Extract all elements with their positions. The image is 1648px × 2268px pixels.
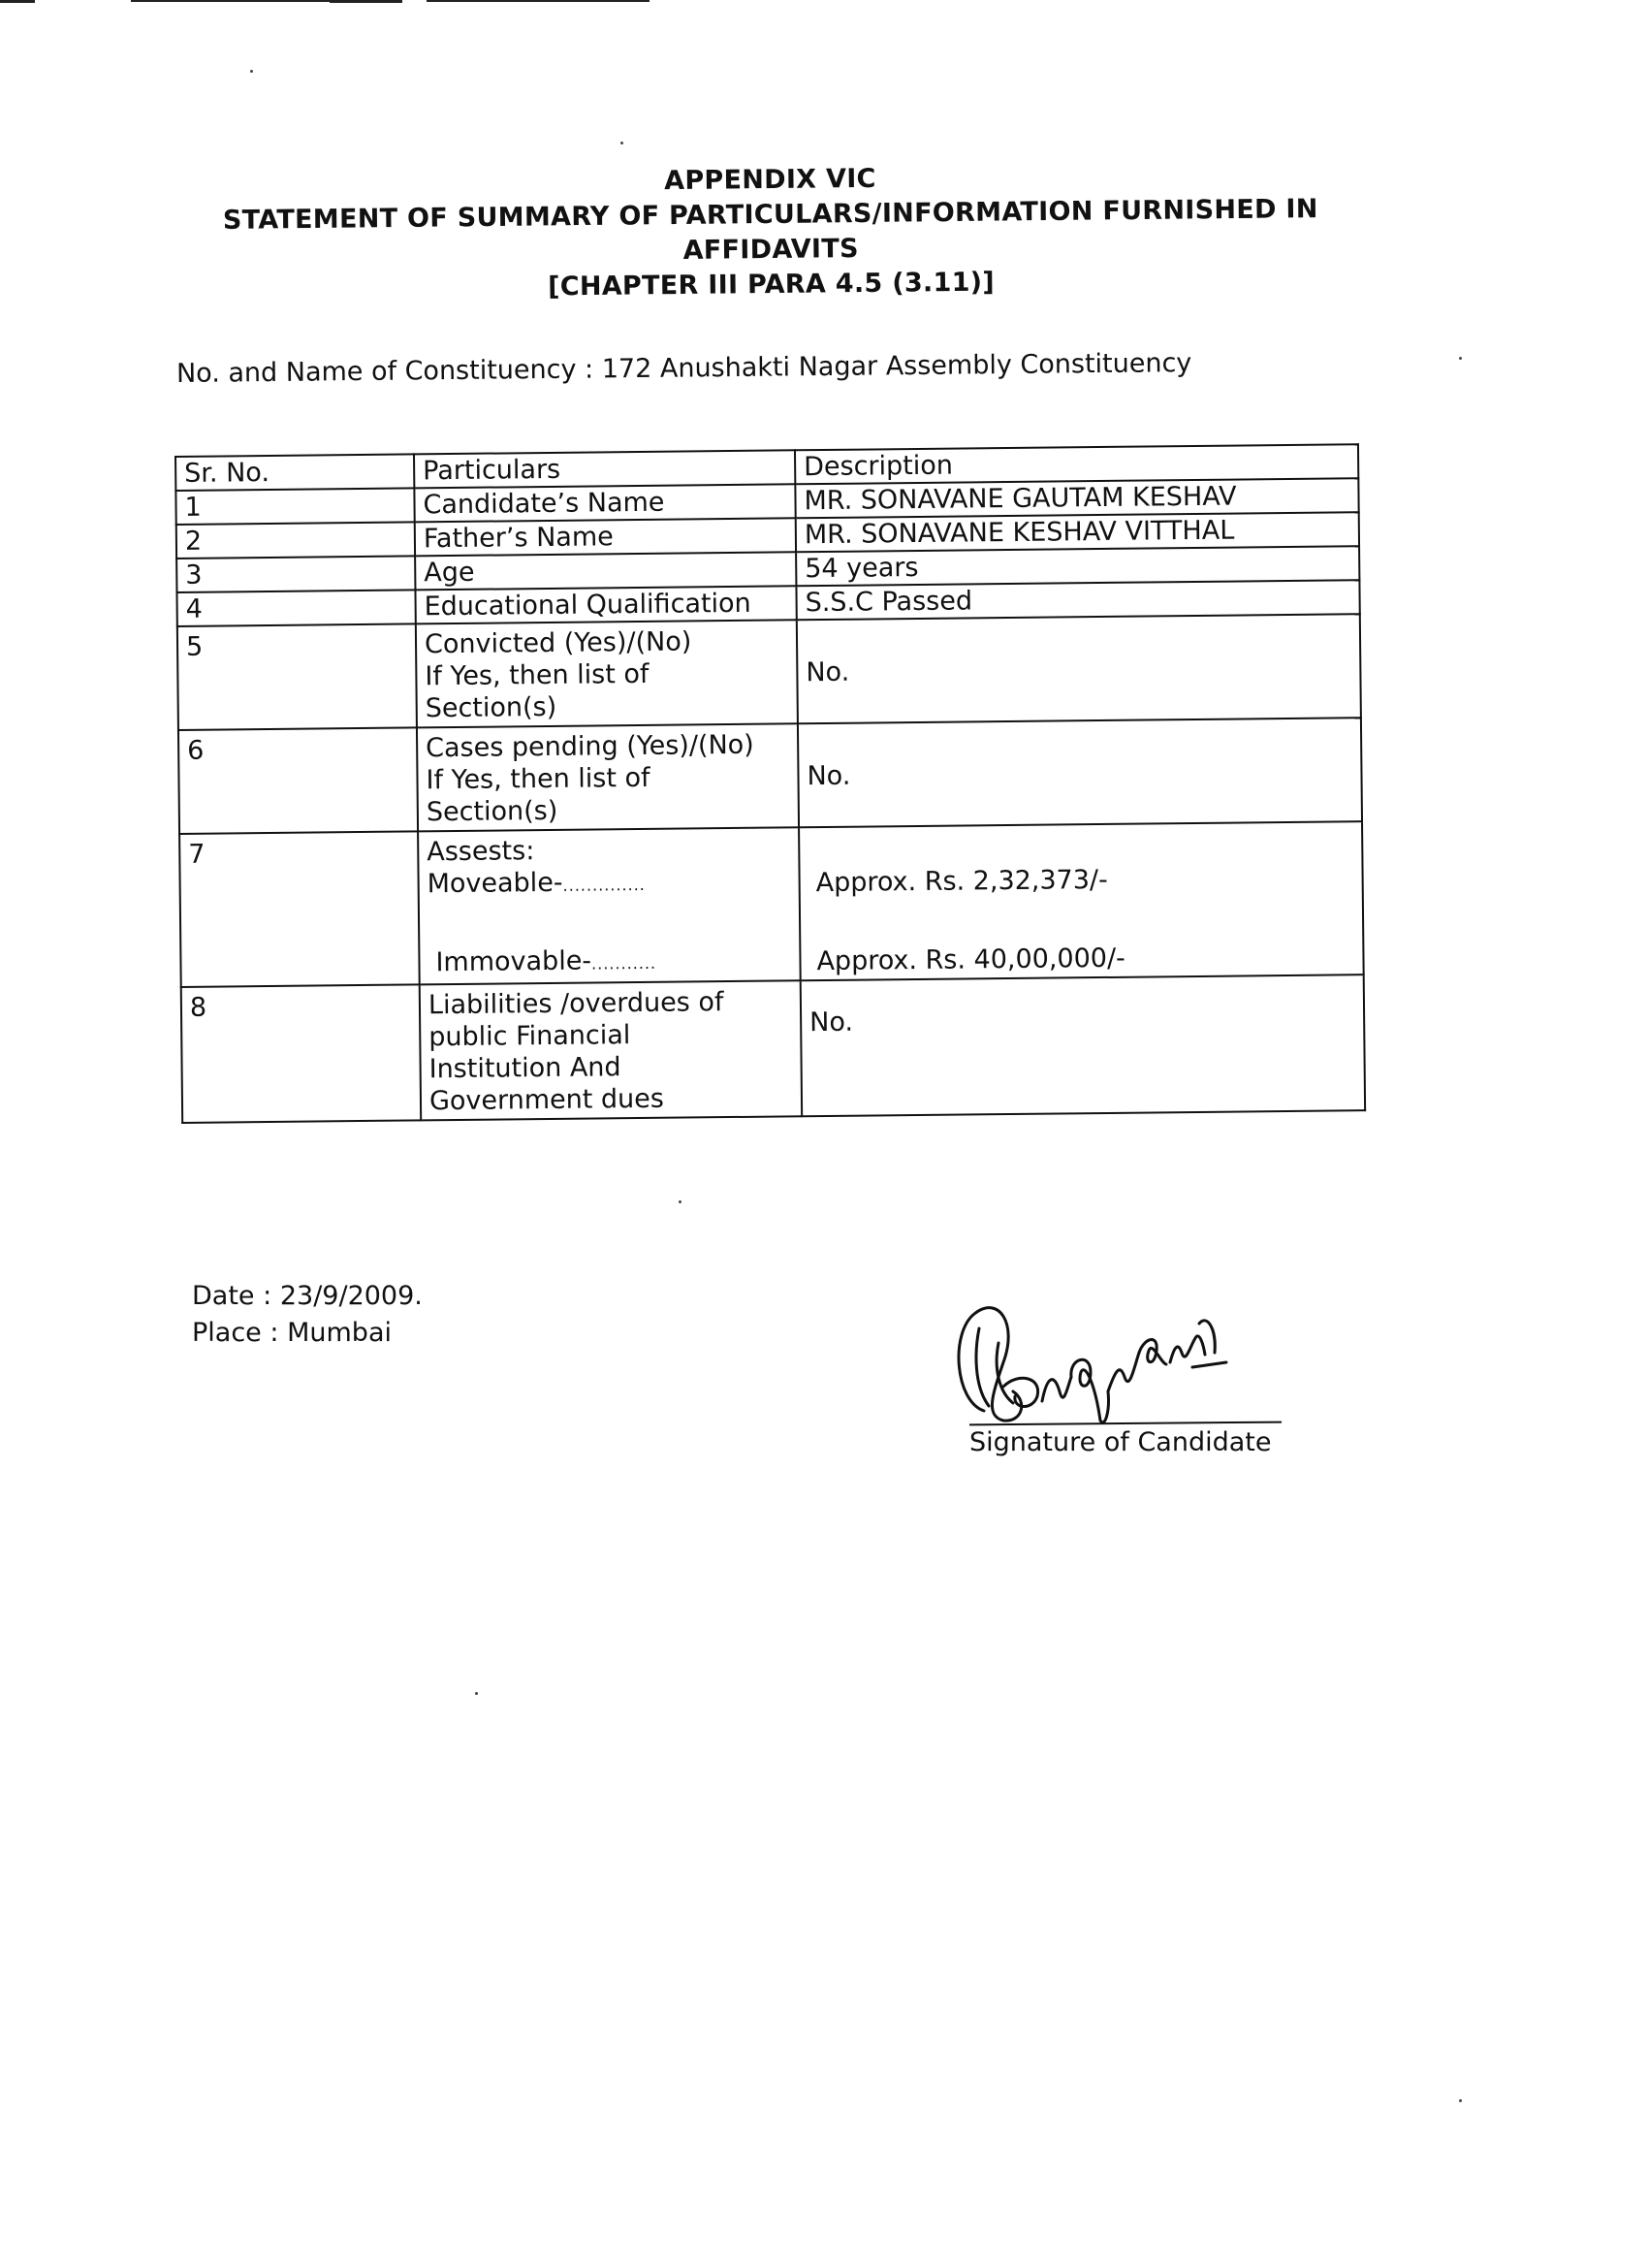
scan-edge-mark [131,0,334,2]
particulars-line: If Yes, then list of [425,658,650,692]
constituency-separator: : [584,354,594,385]
table-row-assets [179,821,1364,987]
moveable-dots: .............. [562,875,646,895]
row-sr-no: 7 [179,831,420,987]
scan-speck [1459,357,1462,360]
scan-speck [679,1200,681,1203]
row-description [799,821,1364,980]
particulars-line: Section(s) [426,795,558,828]
immovable-value: Approx. Rs. 40,00,000/- [816,942,1125,977]
date-line [192,1278,423,1315]
chapter-reference: [CHAPTER III PARA 4.5 (3.11)] [547,267,996,303]
row-sr-no: 8 [181,984,421,1123]
scan-speck [475,1692,478,1695]
column-header-sr-no: Sr. No. [175,454,414,491]
table-row [181,974,1365,1123]
moveable-label-group [427,864,790,903]
description-value: No. [808,1006,854,1038]
scan-speck [620,142,623,144]
row-particulars: Age [415,552,796,590]
row-description: S.S.C Passed [796,580,1359,620]
column-header-description: Description [795,444,1358,484]
date-separator: : [263,1281,272,1311]
constituency-line [176,348,1192,389]
particulars-line: public Financial [428,1020,631,1053]
candidate-signature [945,1294,1294,1430]
particulars-line: Liabilities /overdues of [428,987,724,1021]
scan-edge-mark [427,0,650,2]
constituency-value: 172 Anushakti Nagar Assembly Constituency [601,348,1192,385]
particulars-line: Institution And [428,1052,621,1085]
particulars-line: Section(s) [425,691,557,724]
row-sr-no: 4 [176,590,415,626]
date-label: Date [192,1281,255,1311]
row-particulars [416,620,798,727]
statement-title-line1: STATEMENT OF SUMMARY OF PARTICULARS/INFORMATION FURNISHED IN [222,194,1318,236]
row-description [801,974,1365,1116]
scan-speck [1459,2099,1462,2102]
immovable-label: Immovable- [435,945,592,978]
place-line [192,1315,423,1352]
moveable-value: Approx. Rs. 2,32,373/- [815,864,1108,899]
date-place-block [192,1278,423,1352]
particulars-line: Convicted (Yes)/(No) [424,626,692,660]
appendix-title: APPENDIX VIC [663,163,876,197]
date-value: 23/9/2009. [279,1281,423,1311]
row-particulars: Educational Qualification [415,586,796,623]
statement-title-line2: AFFIDAVITS [682,234,859,266]
row-description [798,718,1362,827]
row-particulars: Candidate’s Name [414,484,795,522]
scan-edge-mark [0,0,35,3]
place-label: Place [192,1318,262,1348]
signature-caption: Signature of Candidate [969,1427,1272,1457]
description-value: No. [807,760,851,792]
row-sr-no: 2 [176,522,415,559]
particulars-line: If Yes, then list of [426,762,650,796]
constituency-label: No. and Name of Constituency [175,354,577,389]
moveable-label: Moveable- [427,867,563,900]
scan-speck [250,70,253,73]
scan-edge-mark [330,0,402,3]
immovable-label-group [435,944,656,981]
row-particulars [418,827,801,984]
row-sr-no: 5 [177,623,417,730]
row-description: MR. SONAVANE KESHAV VITTHAL [796,512,1359,552]
row-sr-no: 6 [178,727,418,834]
assets-heading: Assests: [427,836,535,868]
row-particulars: Father’s Name [415,518,796,556]
particulars-line: Cases pending (Yes)/(No) [426,729,754,764]
column-header-particulars: Particulars [414,450,795,488]
row-particulars [417,723,799,831]
row-sr-no: 3 [176,556,415,592]
description-value: No. [806,656,850,688]
document-heading [174,157,1367,309]
row-description [797,614,1361,723]
table-row [178,718,1362,834]
table-row [177,614,1361,730]
place-value: Mumbai [287,1318,392,1348]
row-sr-no: 1 [175,488,414,525]
row-description: 54 years [796,546,1359,586]
place-separator: : [269,1318,279,1348]
row-particulars [420,980,802,1120]
immovable-dots: ........... [591,953,657,974]
particulars-table [174,443,1366,1124]
row-description: MR. SONAVANE GAUTAM KESHAV [795,478,1358,518]
particulars-line: Government dues [428,1083,665,1117]
